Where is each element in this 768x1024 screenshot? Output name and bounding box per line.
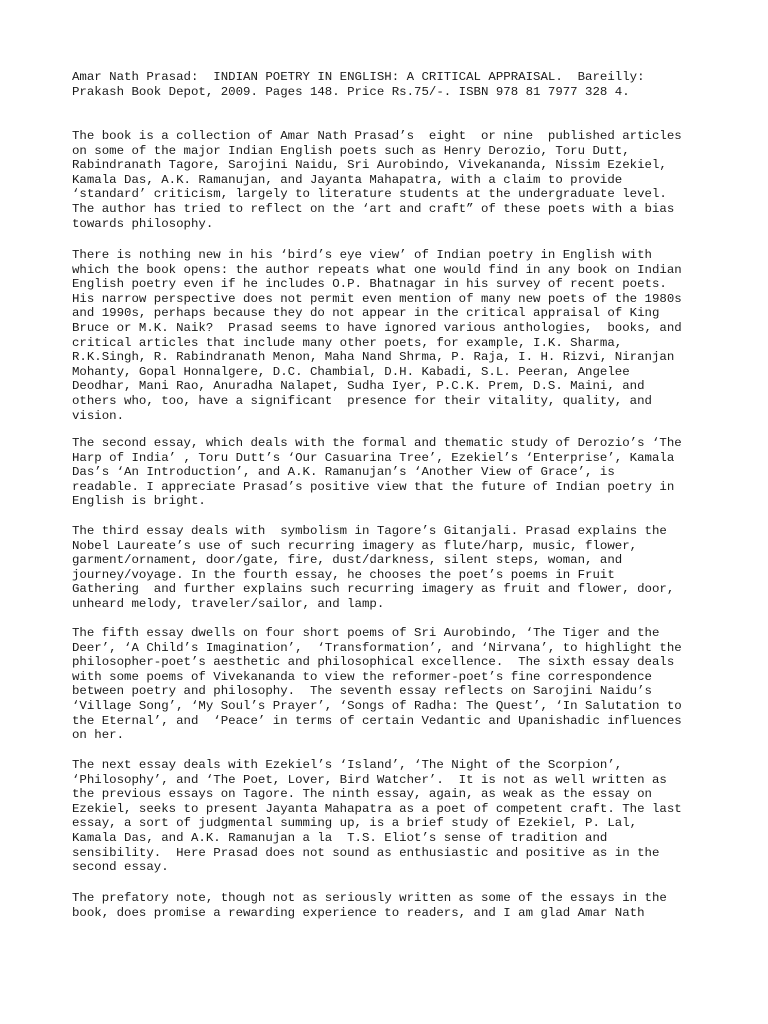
paragraph-intro: The book is a collection of Amar Nath Prasad’s eight or nine published articles on some of the major Indian English poets such as Henry Derozio, Toru Dutt, Rabindranath Tagore, Sarojini Naidu, Sri Aurobindo, Vivekananda, Nissim Ezekiel, Kamala Das, A.K. Ramanujan, and Jayanta Mahapatra, with a claim to provide ‘standard’ criticism, largely to literature students at the undergraduate level. The author has tried to reflect on the ‘art and craft” of these poets with a bias towards philosophy. xyxy=(72,129,682,231)
citation-header: Amar Nath Prasad: INDIAN POETRY IN ENGLISH: A CRITICAL APPRAISAL. Bareilly: Prakash Book Depot, 2009. Pages 148. Price Rs.75/-. ISBN 978 81 7977 328 4. xyxy=(72,70,645,99)
paragraph-fifth-essay: The fifth essay dwells on four short poems of Sri Aurobindo, ‘The Tiger and the Deer’, ‘A Child’s Imagination’, ‘Transformation’, and ‘Nirvana’, to highlight the philosopher-poet’s aesthetic and philosophical excellence. The sixth essay deals with some poems of Vivekananda to view the reformer-poet’s fine correspondence between poetry and philosophy. The seventh essay reflects on Sarojini Naidu’s ‘Village Song’, ‘My Soul’s Prayer’, ‘Songs of Radha: The Quest’, ‘In Salutation to the Eternal’, and ‘Peace’ in terms of certain Vedantic and Upanishadic influences on her. xyxy=(72,626,682,743)
paragraph-prefatory-note: The prefatory note, though not as seriously written as some of the essays in the book, does promise a rewarding experience to readers, and I am glad Amar Nath xyxy=(72,891,667,920)
paragraph-third-essay: The third essay deals with symbolism in Tagore’s Gitanjali. Prasad explains the Nobel Laureate’s use of such recurring imagery as flute/harp, music, flower, garment/ornament, door/gate, fire, dust/darkness, silent steps, woman, and journey/voyage. In the fourth essay, he chooses the poet’s poems in Fruit Gathering and further explains such recurring imagery as fruit and flower, door, unheard melody, traveler/sailor, and lamp. xyxy=(72,524,675,611)
paragraph-birds-eye-view: There is nothing new in his ‘bird’s eye view’ of Indian poetry in English with which the book opens: the author repeats what one would find in any book on Indian English poetry even if he includes O.P. Bhatnagar in his survey of recent poets. His narrow perspective does not permit even mention of many new poets of the 1980s and 1990s, perhaps because they do not appear in the critical appraisal of King Bruce or M.K. Naik? Prasad seems to have ignored various anthologies, books, and critical articles that include many other poets, for example, I.K. Sharma, R.K.Singh, R. Rabindranath Menon, Maha Nand Shrma, P. Raja, I. H. Rizvi, Niranjan Mohanty, Gopal Honnalgere, D.C. Chambial, D.H. Kabadi, S.L. Peeran, Angelee Deodhar, Mani Rao, Anuradha Nalapet, Sudha Iyer, P.C.K. Prem, D.S. Maini, and others who, too, have a significant presence for their vitality, quality, and vision. xyxy=(72,248,682,423)
paragraph-next-essay: The next essay deals with Ezekiel’s ‘Island’, ‘The Night of the Scorpion’, ‘Philosophy’, and ‘The Poet, Lover, Bird Watcher’. It is not as well written as the previous essays on Tagore. The ninth essay, again, as weak as the essay on Ezekiel, seeks to present Jayanta Mahapatra as a poet of competent craft. The last essay, a sort of judgmental summing up, is a brief study of Ezekiel, P. Lal, Kamala Das, and A.K. Ramanujan a la T.S. Eliot’s sense of tradition and sensibility. Here Prasad does not sound as enthusiastic and positive as in the second essay. xyxy=(72,758,682,875)
paragraph-second-essay: The second essay, which deals with the formal and thematic study of Derozio’s ‘The Harp of India’ , Toru Dutt’s ‘Our Casuarina Tree’, Ezekiel’s ‘Enterprise’, Kamala Das’s ‘An Introduction’, and A.K. Ramanujan’s ‘Another View of Grace’, is readable. I appreciate Prasad’s positive view that the future of Indian poetry in English is bright. xyxy=(72,436,682,509)
